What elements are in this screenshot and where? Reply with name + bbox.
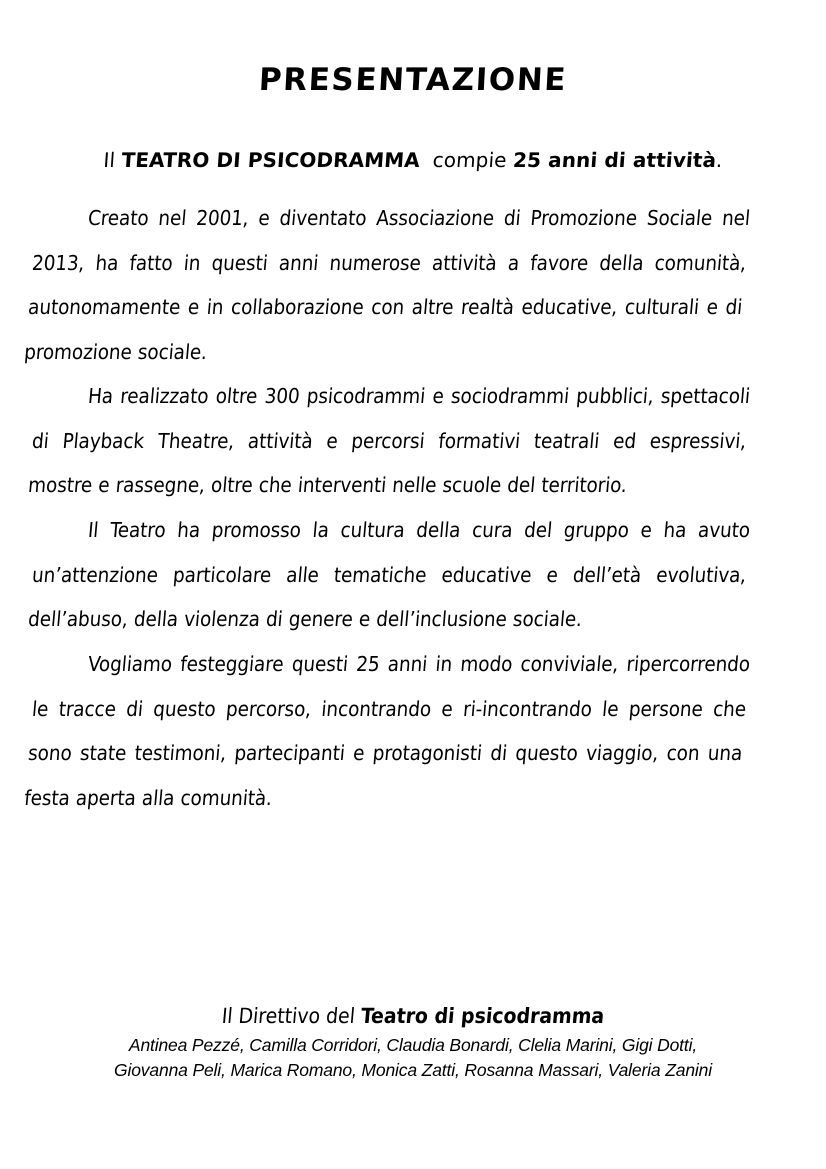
signatory-names-line: Antinea Pezzé, Camilla Corridori, Claudia Bonardi, Clelia Marini, Gigi Dotti,	[128, 1035, 698, 1055]
paragraph-text: Ha realizzato oltre 300 psicodrammi e sociodrammi pubblici, spettacoli di Playback Theatre, attività e percorsi formativi teatrali ed espressivi, mostre e rassegne, oltre che interventi nelle scuole del territorio.	[27, 384, 752, 498]
signature-prefix: Il Direttivo del	[220, 1004, 363, 1028]
lead-organization-name: TEATRO DI PSICODRAMMA	[120, 148, 421, 172]
lead-statement	[0, 148, 826, 173]
signatory-names	[0, 1033, 826, 1083]
signature-line	[0, 1004, 826, 1029]
paragraph-1	[22, 196, 752, 374]
lead-prefix: Il	[102, 148, 123, 172]
body-text	[23, 196, 752, 820]
lead-middle: compie	[419, 148, 514, 172]
paragraph-text: Il Teatro ha promosso la cultura della cura del gruppo e ha avuto un’attenzione particolare alle tematiche educative e dell’età evolutiva, dell’abuso, della violenza di genere e dell’inclusione sociale.	[27, 518, 752, 632]
signatory-names-line: Giovanna Peli, Marica Romano, Monica Zatti, Rosanna Massari, Valeria Zanini	[114, 1060, 712, 1080]
paragraph-4	[22, 642, 752, 820]
lead-anniversary: 25 anni di attività	[512, 148, 717, 172]
paragraph-3	[26, 508, 752, 642]
paragraph-2	[26, 374, 752, 508]
lead-suffix: .	[715, 148, 724, 172]
page-title: PRESENTAZIONE	[257, 61, 569, 98]
paragraph-text: Vogliamo festeggiare questi 25 anni in modo conviviale, ripercorrendo le tracce di questo percorso, incontrando e ri-incontrando le persone che sono state testimoni, partecipanti e protagonisti di questo viaggio, con una festa aperta alla comunità.	[23, 651, 752, 810]
signature-organization-name: Teatro di psicodramma	[359, 1004, 606, 1028]
paragraph-text: Creato nel 2001, e diventato Associazione di Promozione Sociale nel 2013, ha fatto in questi anni numerose attività a favore della comunità, autonomamente e in collaborazione con altre realtà educative, culturali e di promozione sociale.	[23, 206, 752, 364]
